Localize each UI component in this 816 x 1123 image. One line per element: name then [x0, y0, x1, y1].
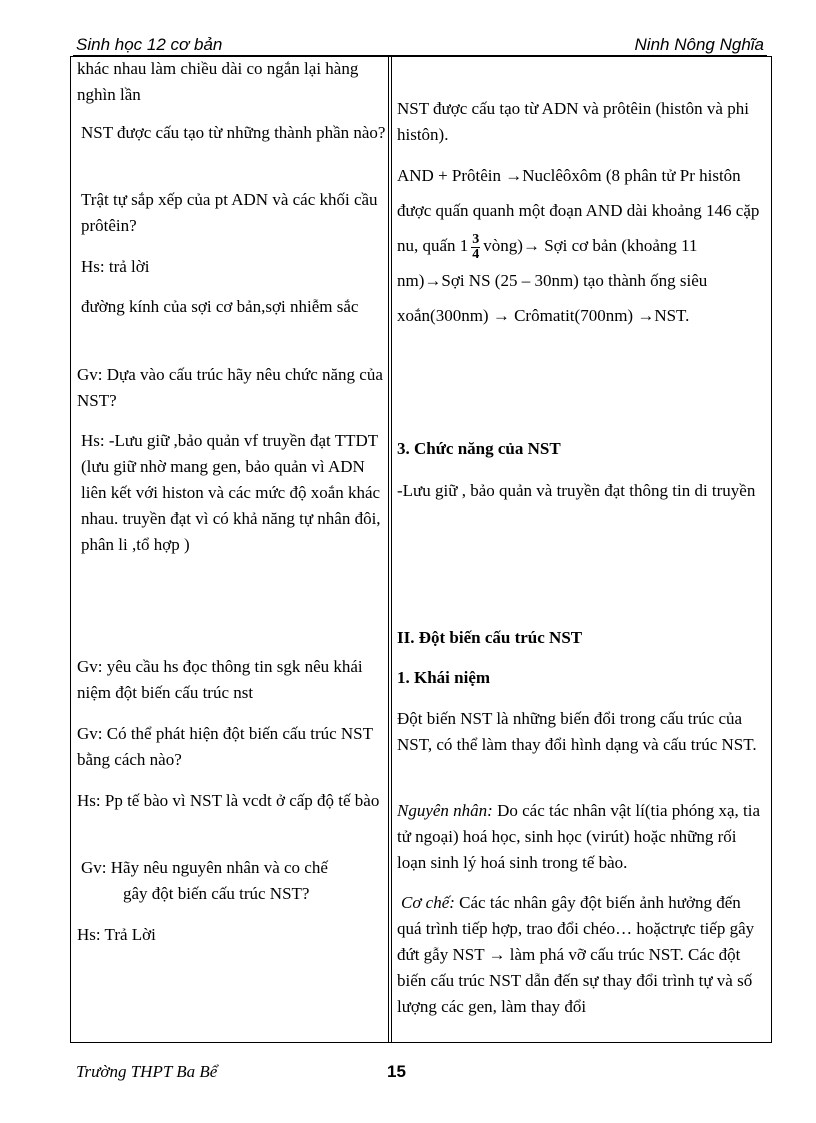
- fraction-three-quarters: $\frac{3}{4}$: [472, 231, 480, 262]
- footer-school: Trường THPT Ba Bể: [76, 1062, 218, 1081]
- left-question-3: đường kính của sợi cơ bản,sợi nhiễm sắc: [81, 297, 359, 316]
- header-author: Ninh Nông Nghĩa: [634, 35, 764, 54]
- left-instruction-1: Gv: yêu cầu hs đọc thông tin sgk nêu khái niệm đột biến cấu trúc nst: [77, 657, 363, 702]
- left-answer-4: Hs: Trả Lời: [77, 925, 156, 944]
- section-heading-mutation: II. Đột biến cấu trúc NST: [397, 628, 583, 647]
- left-question-6-cont: gây đột biến cấu trúc NST?: [123, 884, 310, 903]
- left-question-4: Gv: Dựa vào cấu trúc hãy nêu chức năng của NST?: [77, 365, 383, 410]
- left-question-1: NST được cấu tạo từ những thành phần nào?: [81, 123, 386, 142]
- structure-text: NST được cấu tạo từ ADN và prôtêin (histôn và phi histôn).: [397, 99, 749, 144]
- cause-text: Nguyên nhân: Do các tác nhân vật lí(tia phóng xạ, tia tử ngoại) hoá học, sinh học (virút) hoặc những rối loạn sinh lý hoá sinh trong tế bào.: [397, 801, 761, 872]
- left-text-1: khác nhau làm chiều dài co ngắn lại hàng nghìn lần: [77, 59, 359, 104]
- nucleosome-text-b: vòng)→ Sợi cơ bản (khoảng 11 nm)→Sợi NS (25 – 30nm) tạo thành ống siêu xoắn(300nm) → Crômatit(700nm) →NST.: [397, 236, 708, 325]
- left-answer-3: Hs: Pp tế bào vì NST là vcdt ở cấp độ tế bào: [77, 791, 380, 810]
- cause-label: Nguyên nhân:: [397, 801, 493, 820]
- function-text: -Lưu giữ , bảo quản và truyền đạt thông tin di truyền: [397, 481, 756, 500]
- section-heading-function: 3. Chức năng của NST: [397, 439, 561, 458]
- left-answer-2: Hs: -Lưu giữ ,bảo quản vf truyền đạt TTDT (lưu giữ nhờ mang gen, bảo quản vì ADN liên kết với histon và các mức độ xoắn khác nhau. truyền đạt vì có khả năng tự nhân đôi, phân li ,tổ hợp ): [81, 431, 381, 554]
- mechanism-text: Cơ chế: Các tác nhân gây đột biến ảnh hưởng đến quá trình tiếp hợp, trao đổi chéo… hoặctrực tiếp gây đứt gẫy NST → làm phá vỡ cấu trúc NST. Các đột biến cấu trúc NST dẫn đến sự thay đổi trình tự và số lượng các gen, làm thay đổi: [397, 893, 755, 1016]
- nucleosome-text-a: AND + Prôtêin →Nuclêôxôm (8 phân tử Pr histôn được quấn quanh một đoạn AND dài khoảng 146 cặp nu, quấn 1: [397, 166, 760, 255]
- page-number: 15: [387, 1062, 406, 1081]
- left-question-2: Trật tự sắp xếp của pt ADN và các khối cầu prôtêin?: [81, 190, 378, 235]
- concept-text: Đột biến NST là những biến đổi trong cấu trúc của NST, có thể làm thay đổi hình dạng và cấu trúc NST.: [397, 709, 757, 754]
- header-subject: Sinh học 12 cơ bản: [76, 35, 223, 54]
- subheading-concept: 1. Khái niệm: [397, 668, 491, 687]
- page-footer: [76, 1062, 776, 1086]
- left-question-5: Gv: Có thể phát hiện đột biến cấu trúc NST bằng cách nào?: [77, 724, 373, 769]
- mechanism-label: Cơ chế:: [401, 893, 455, 912]
- page-header: [76, 33, 764, 55]
- left-question-6: Gv: Hãy nêu nguyên nhân và co chế: [81, 858, 328, 877]
- left-answer-1: Hs: trả lời: [81, 257, 150, 276]
- nucleosome-text: [397, 158, 765, 333]
